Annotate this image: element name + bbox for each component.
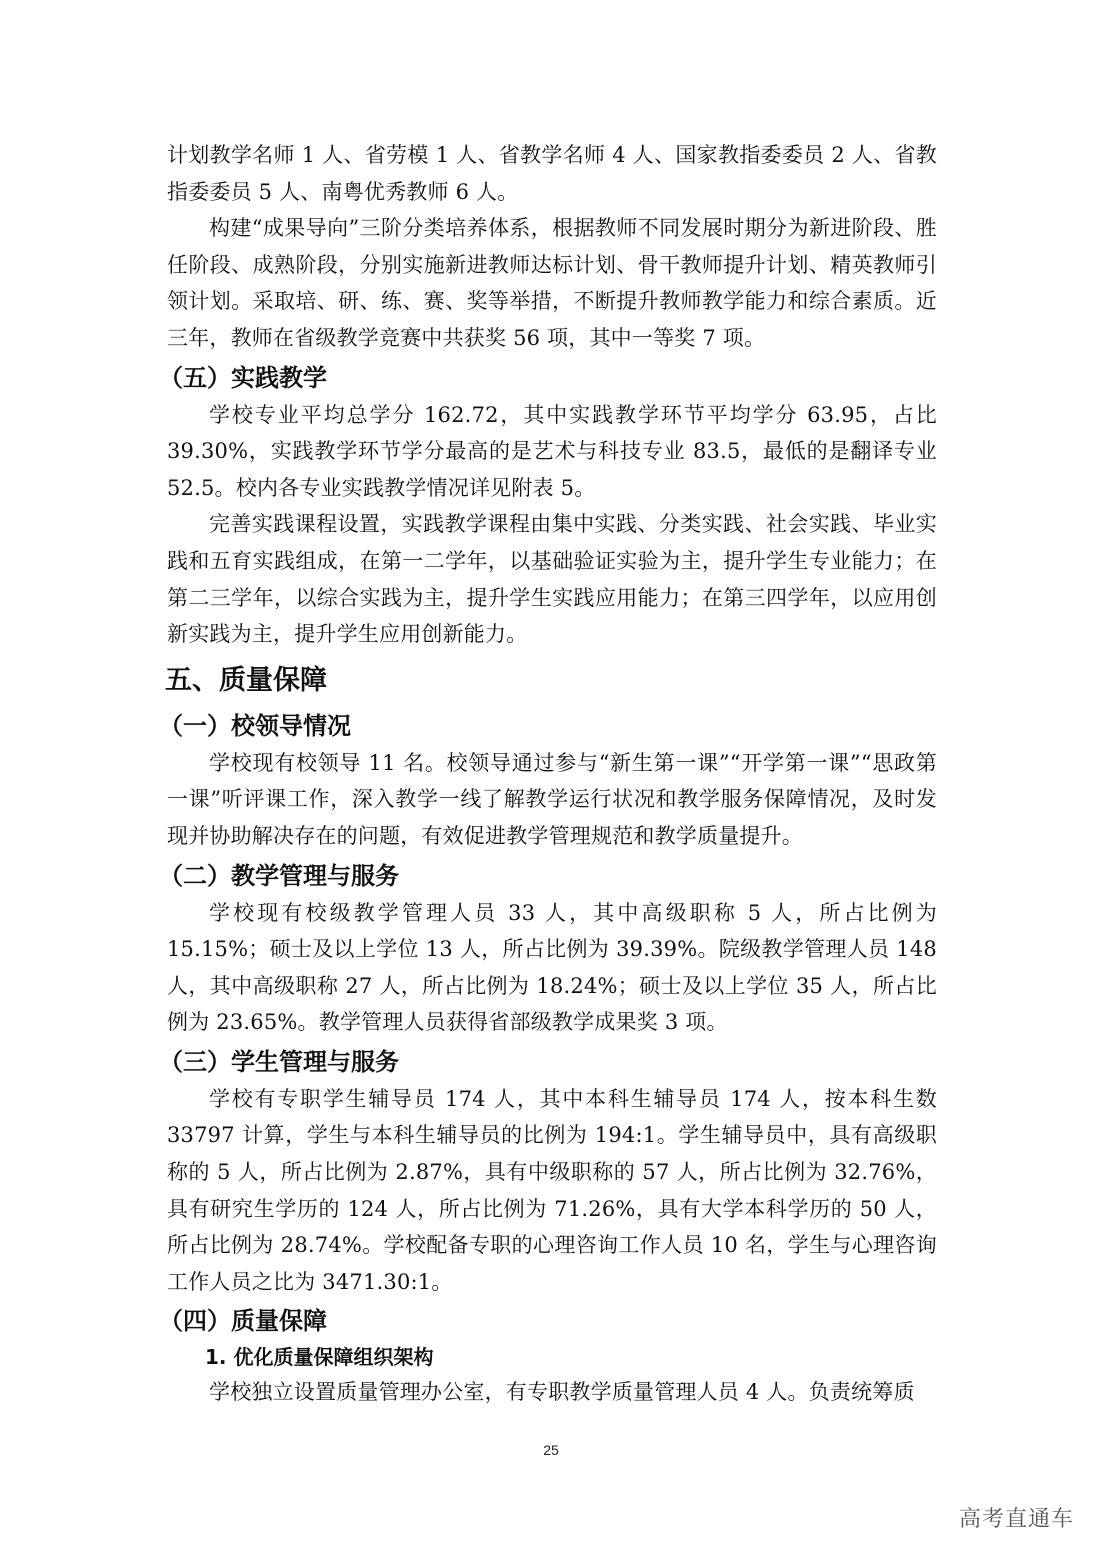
subsection-heading: （三）学生管理与服务 [159, 1047, 399, 1076]
body-paragraph: 计划教学名师 1 人、省劳模 1 人、省教学名师 4 人、国家教指委委员 2 人、省教指委委员 5 人、南粤优秀教师 6 人。 [167, 143, 937, 204]
body-paragraph: 学校现有校级教学管理人员 33 人，其中高级职称 5 人，所占比例为 15.15%；硕士及以上学位 13 人，所占比例为 39.39%。院级教学管理人员 148 人，其中高级职称 27 人，所占比例为 18.24%；硕士及以上学位 35 人，所占比例为 23.65%。教学管理人员获得省部级教学成果奖 3 项。 [167, 900, 937, 1035]
section-heading: 五、质量保障 [165, 664, 327, 696]
watermark-logo: 高考直通车 [958, 1507, 1074, 1532]
body-paragraph: 学校现有校领导 11 名。校领导通过参与“新生第一课”“开学第一课”“思政第一课”听评课工作，深入教学一线了解教学运行状况和教学服务保障情况，及时发现并协助解决存在的问题，有效促进教学管理规范和教学质量提升。 [167, 750, 937, 848]
body-paragraph: 完善实践课程设置，实践教学课程由集中实践、分类实践、社会实践、毕业实践和五育实践组成，在第一二学年，以基础验证实验为主，提升学生专业能力；在第二三学年，以综合实践为主，提升学生实践应用能力；在第三四学年，以应用创新实践为主，提升学生应用创新能力。 [167, 512, 937, 647]
subsection-heading: （四）质量保障 [159, 1307, 327, 1336]
subsection-heading: （一）校领导情况 [159, 711, 351, 740]
page-number: 25 [543, 1442, 559, 1458]
body-paragraph: 学校有专职学生辅导员 174 人，其中本科生辅导员 174 人，按本科生数 33797 计算，学生与本科生辅导员的比例为 194:1。学生辅导员中，具有高级职称的 5 人，所占比例为 2.87%，具有中级职称的 57 人，所占比例为 32.76%，具有研究生学历的 124 人，所占比例为 71.26%，具有大学本科学历的 50 人，所占比例为 28.74%。学校配备专职的心理咨询工作人员 10 名，学生与心理咨询工作人员之比为 3471.30:1。 [167, 1086, 937, 1294]
body-paragraph: 学校专业平均总学分 162.72，其中实践教学环节平均学分 63.95，占比 39.30%，实践教学环节学分最高的是艺术与科技专业 83.5，最低的是翻译专业 52.5。校内各专业实践教学情况详见附表 5。 [167, 402, 937, 500]
subsection-heading: （二）教学管理与服务 [159, 861, 399, 890]
item-heading: 1. 优化质量保障组织架构 [205, 1345, 434, 1370]
body-paragraph: 构建“成果导向”三阶分类培养体系，根据教师不同发展时期分为新进阶段、胜任阶段、成熟阶段，分别实施新进教师达标计划、骨干教师提升计划、精英教师引领计划。采取培、研、练、赛、奖等举措，不断提升教师教学能力和综合素质。近三年，教师在省级教学竞赛中共获奖 56 项，其中一等奖 7 项。 [167, 216, 937, 350]
document-body [159, 137, 937, 1411]
body-paragraph: 学校独立设置质量管理办公室，有专职教学质量管理人员 4 人。负责统筹质 [209, 1380, 915, 1405]
subsection-heading: （五）实践教学 [159, 363, 327, 392]
